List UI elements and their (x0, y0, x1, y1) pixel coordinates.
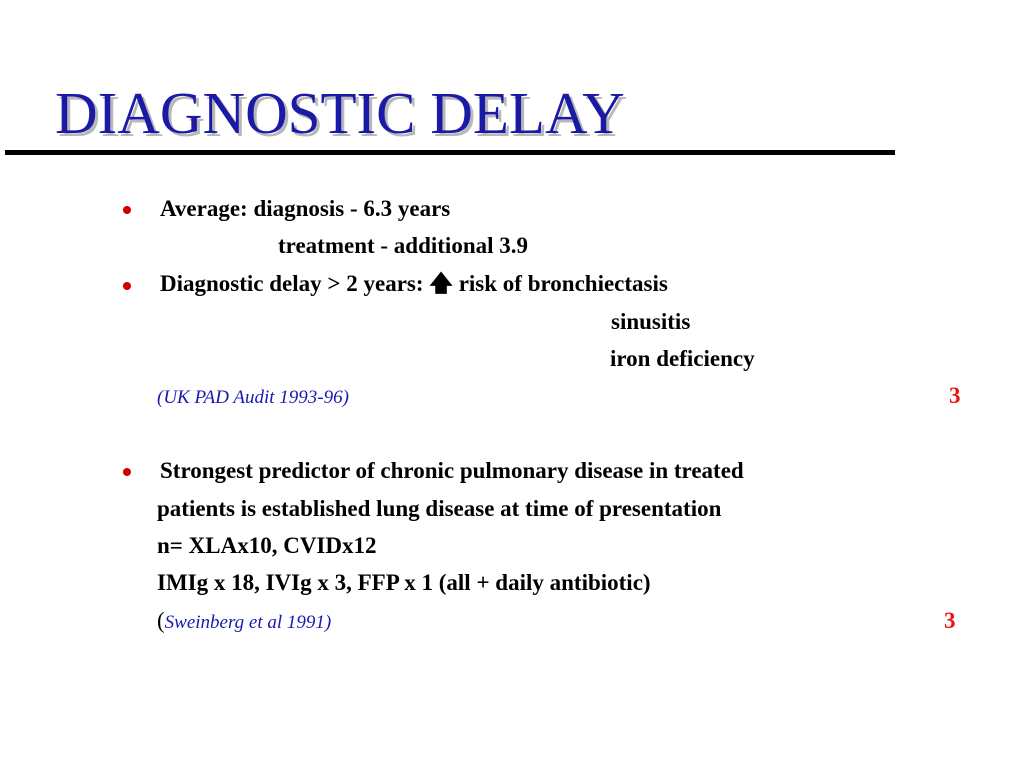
bullet-dot (123, 206, 131, 214)
up-arrow-icon: 🡅 (429, 271, 453, 296)
treatment-counts-line: IMIg x 18, IVIg x 3, FFP x 1 (all + daily antibiotic) (157, 570, 651, 595)
sweinberg-citation-text: Sweinberg et al 1991) (164, 612, 332, 633)
bullet-dot (123, 282, 131, 290)
uk-pad-audit-citation: (UK PAD Audit 1993-96) (157, 387, 349, 408)
reference-number: 3 (944, 608, 956, 633)
established-lung-disease-line: patients is established lung disease at time of presentation (157, 496, 722, 521)
sweinberg-citation (157, 607, 331, 637)
iron-deficiency-line: iron deficiency (610, 346, 755, 371)
slide-title: DIAGNOSTIC DELAY (55, 80, 625, 146)
bullet-dot (123, 468, 131, 476)
citation-open-paren: ( (157, 608, 165, 633)
bronchiectasis-text: risk of bronchiectasis (452, 271, 668, 296)
sinusitis-line: sinusitis (611, 309, 691, 334)
patient-counts-line: n= XLAx10, CVIDx12 (157, 533, 377, 558)
title-underline (5, 150, 895, 155)
treatment-line: treatment - additional 3.9 (278, 233, 529, 258)
strongest-predictor-line: Strongest predictor of chronic pulmonary disease in treated (160, 458, 744, 483)
diagnostic-delay-line (160, 270, 668, 298)
average-diagnosis-line: Average: diagnosis - 6.3 years (160, 196, 451, 221)
reference-number: 3 (949, 383, 961, 408)
diagnostic-delay-text: Diagnostic delay > 2 years: (160, 271, 430, 296)
